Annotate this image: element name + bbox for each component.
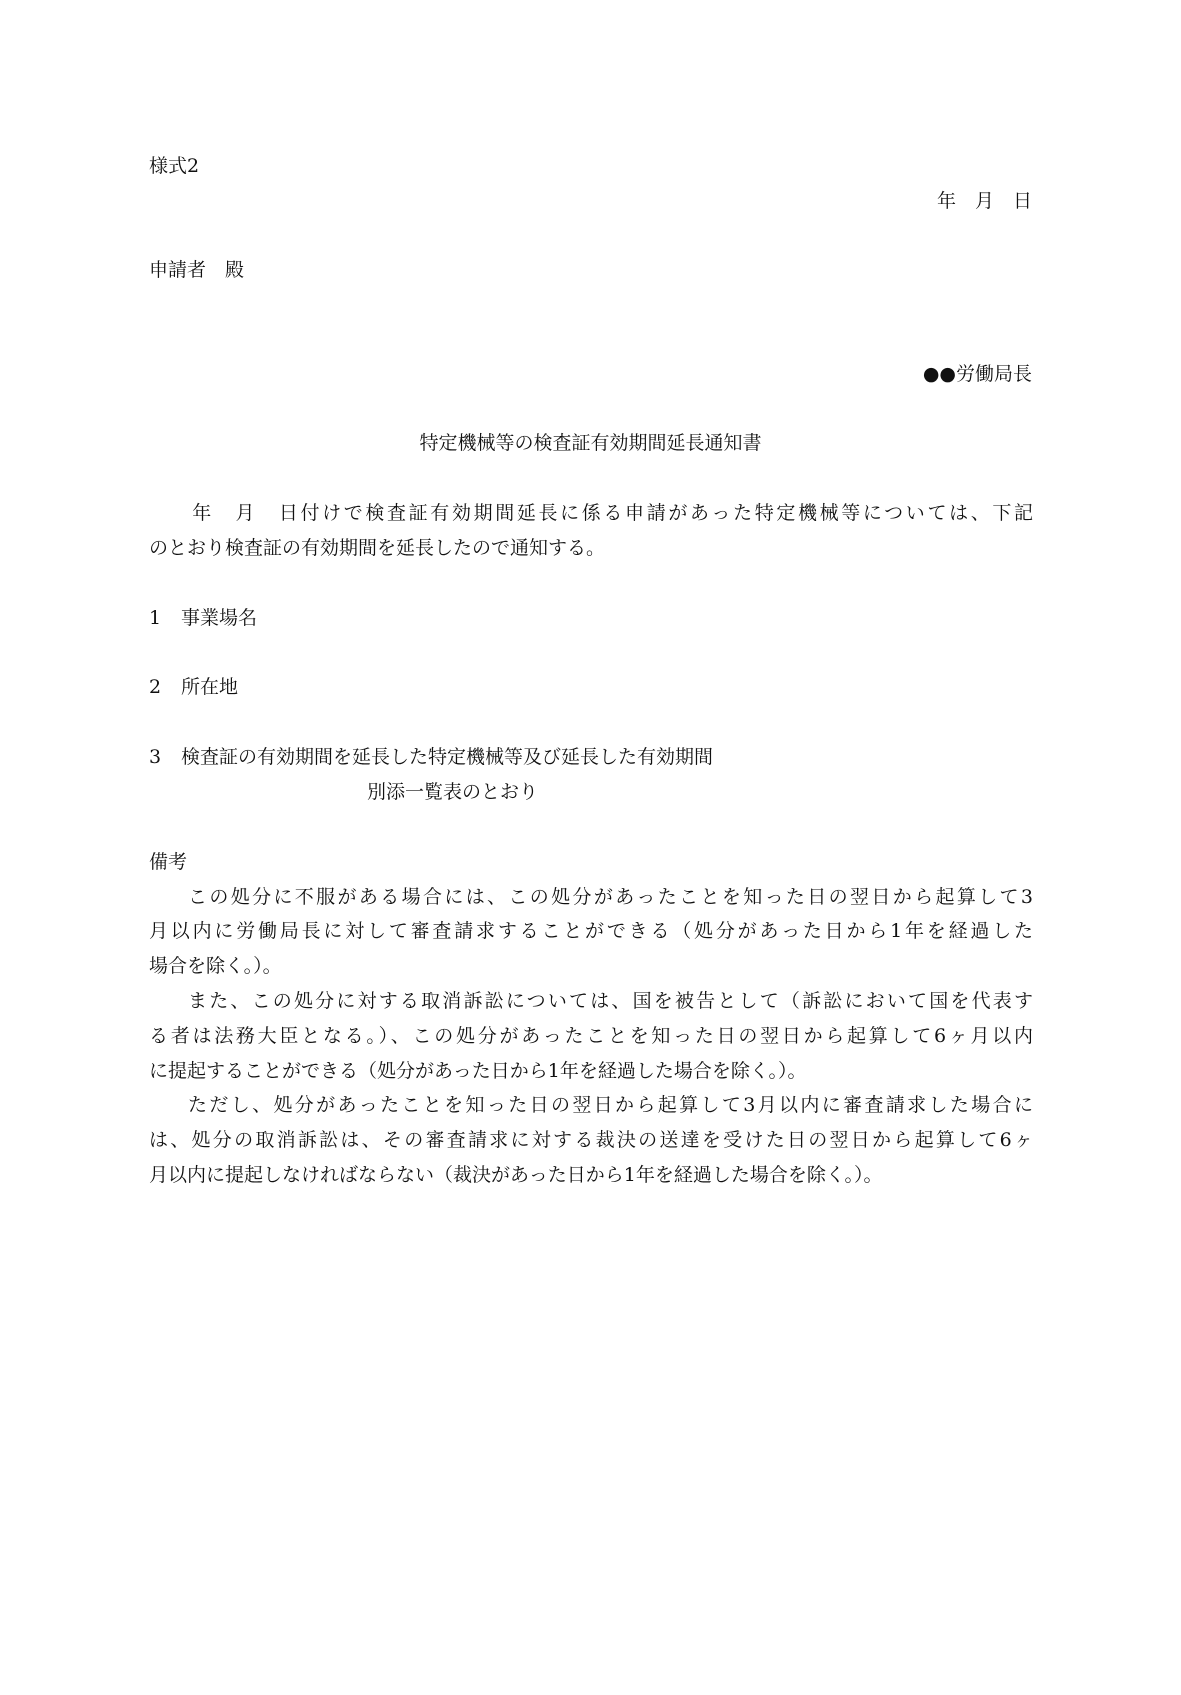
remarks-line: ただし、処分があったことを知った日の翌日から起算して3月以内に審査請求した場合に — [188, 1094, 1033, 1116]
addressee: 申請者 殿 — [149, 259, 245, 281]
item-3-sub: 別添一覧表のとおり — [367, 781, 539, 803]
remarks-line: 月以内に労働局長に対して審査請求することができる（処分があった日から1年を経過した — [149, 920, 1033, 942]
remarks-line: る者は法務大臣となる。）、この処分があったことを知った日の翌日から起算して6ヶ月以内 — [149, 1025, 1033, 1047]
item-1-number: 1 — [149, 607, 162, 629]
form-label: 様式2 — [149, 155, 200, 177]
remarks-line: また、この処分に対する取消訴訟については、国を被告として（訴訟において国を代表す — [188, 990, 1033, 1012]
remarks-line: 場合を除く。）。 — [149, 955, 282, 977]
remarks-line: に提起することができる（処分があった日から1年を経過した場合を除く。）。 — [149, 1060, 807, 1082]
document-title: 特定機械等の検査証有効期間延長通知書 — [419, 432, 762, 454]
remarks-line: 月以内に提起しなければならない（裁決があった日から1年を経過した場合を除く。）。 — [149, 1164, 883, 1186]
date-line: 年 月 日 — [936, 190, 1032, 212]
remarks-line: は、処分の取消訴訟は、その審査請求に対する裁決の送達を受けた日の翌日から起算して6ヶ — [149, 1129, 1033, 1151]
intro-line-2: のとおり検査証の有効期間を延長したので通知する。 — [149, 537, 606, 559]
issuer: ●●労働局長 — [922, 363, 1032, 385]
remarks-line: この処分に不服がある場合には、この処分があったことを知った日の翌日から起算して3 — [188, 886, 1033, 908]
remarks-heading: 備考 — [149, 851, 188, 873]
item-1-text: 事業場名 — [181, 607, 258, 629]
item-3-text: 検査証の有効期間を延長した特定機械等及び延長した有効期間 — [181, 746, 714, 768]
intro-line-1: 年 月 日付けで検査証有効期間延長に係る申請があった特定機械等については、下記 — [149, 502, 1033, 524]
item-2-text: 所在地 — [181, 676, 239, 698]
item-3-number: 3 — [149, 746, 162, 768]
item-2-number: 2 — [149, 676, 162, 698]
